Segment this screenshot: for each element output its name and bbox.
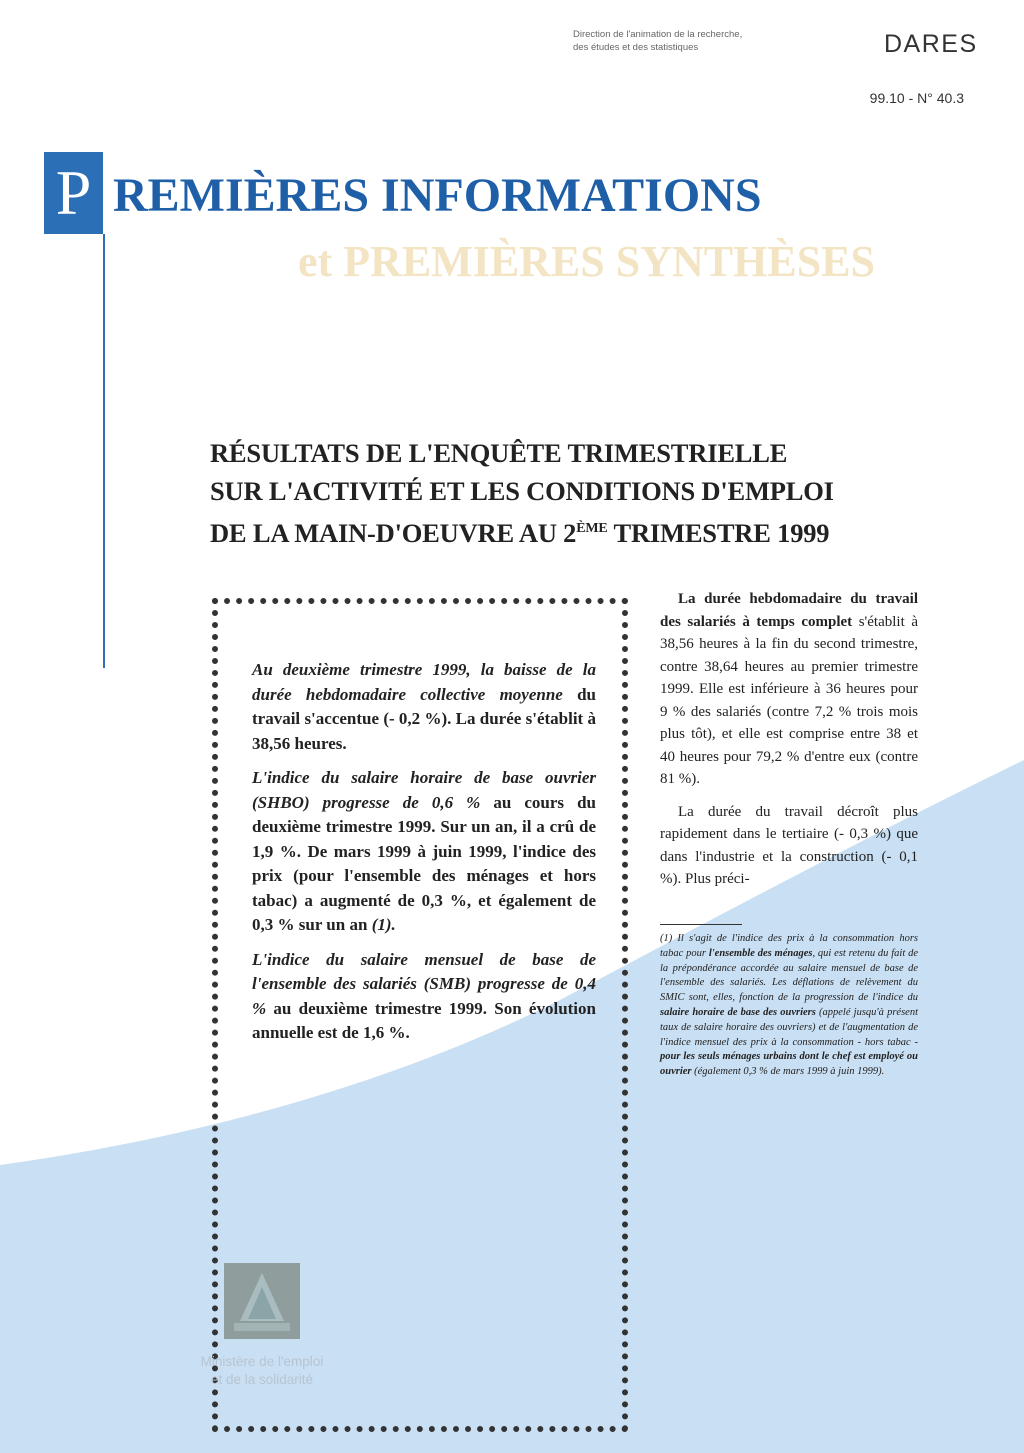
- summary-paragraph-2: [252, 766, 596, 938]
- footnote-part-g: (également 0,3 % de mars 1999 à juin 1999).: [691, 1066, 885, 1078]
- ministry-logo-icon: [224, 1263, 300, 1339]
- headline-line-3-start: DE LA MAIN-D'OEUVRE AU 2: [210, 517, 577, 548]
- footnote-part-a: (1) Il s'agit de l'indice des prix à la consommation hors tabac pour: [660, 933, 918, 959]
- body-paragraph-2: La durée du travail décroît plus rapidement dans le tertiaire (- 0,3 %) que dans l'industrie et la construction (- 0,1 %). Plus préci-: [660, 803, 918, 887]
- body-p1-text: s'établit à 38,56 heures à la fin du second trimestre, contre 38,64 heures au premier trimestre 1999. Elle est inférieure à 36 heures pour 9 % des salariés (contre 7,2 % trois mois plus tôt), et elle est comprise entre 38 et 40 heures pour 79,2 % d'entre eux (contre 81 %).: [660, 613, 918, 787]
- footnote-part-e: (appelé jusqu'à présent taux de salaire horaire des ouvriers) et de l'augmentation de l'indice mensuel des prix à la consommation - hors tabac -: [660, 1006, 918, 1048]
- summary-p2-text: au cours du deuxième trimestre 1999. Sur un an, il a crû de 1,9 %. De mars 1999 à juin 1999, l'indice des prix (pour l'ensemble des ménages et hors tabac) a augmenté de 0,3 %, et également de 0,3 % sur un an: [252, 792, 596, 934]
- summary-p3-emphasis: L'indice du salaire mensuel de base de l'ensemble des salariés (SMB) progresse de 0,4 %: [252, 949, 596, 1018]
- agency-line-1: Direction de l'animation de la recherche,: [573, 29, 743, 40]
- agency-name: [573, 28, 833, 54]
- ministry-name: [172, 1353, 352, 1389]
- summary-p1-text: du travail s'accentue (- 0,2 %). La durée s'établit à 38,56 heures.: [252, 684, 596, 753]
- masthead-rule: [103, 234, 105, 668]
- footnote-part-c: , qui est retenu du fait de la prépondérance accordée au salaire mensuel de base de l'ensemble des salariés. Les déflations de relèvement du SMIC sont, elles, fonction de la progression de l'indice du: [660, 947, 918, 1004]
- summary-p3-text: au deuxième trimestre 1999. Son évolution annuelle est de 1,6 %.: [252, 998, 596, 1042]
- footnote: [660, 932, 918, 1080]
- masthead-title: REMIÈRES INFORMATIONS: [113, 169, 762, 222]
- issue-number: 99.10 - N° 40.3: [869, 90, 964, 106]
- article-headline: [210, 434, 930, 552]
- body-column: [660, 588, 918, 901]
- headline-line-3-end: TRIMESTRE 1999: [607, 517, 830, 548]
- footnote-part-b: l'ensemble des ménages: [708, 947, 813, 959]
- footnote-part-d: salaire horaire de base des ouvriers: [660, 1006, 816, 1018]
- body-paragraph-1: [660, 588, 918, 791]
- headline-line-2: SUR L'ACTIVITÉ ET LES CONDITIONS D'EMPLOI: [210, 476, 834, 506]
- agency-line-2: des études et des statistiques: [573, 42, 699, 53]
- summary-p2-emphasis: L'indice du salaire horaire de base ouvrier (SHBO) progresse de 0,6 %: [252, 768, 596, 812]
- brand-logo: DARES: [884, 30, 978, 58]
- summary-p1-emphasis: Au deuxième trimestre 1999, la baisse de la durée hebdomadaire collective moyenne: [252, 660, 596, 704]
- headline-superscript: ÈME: [576, 521, 608, 536]
- headline-line-3: [210, 510, 930, 552]
- footnote-divider: [660, 924, 742, 925]
- masthead-initial: P: [55, 157, 92, 228]
- masthead-initial-box: [44, 152, 103, 234]
- body-p1-lead: La durée hebdomadaire du travail des salariés à temps complet: [660, 591, 918, 630]
- masthead-subtitle: et PREMIÈRES SYNTHÈSES: [298, 237, 876, 286]
- ministry-line-1: Ministère de l'emploi: [200, 1354, 324, 1369]
- footnote-part-f: pour les seuls ménages urbains dont le chef est employé ou ouvrier: [660, 1051, 918, 1078]
- headline-line-1: RÉSULTATS DE L'ENQUÊTE TRIMESTRIELLE: [210, 438, 788, 468]
- summary-text: [252, 658, 596, 1056]
- summary-paragraph-3: [252, 948, 596, 1046]
- summary-footnote-ref: (1).: [371, 915, 396, 934]
- ministry-line-2: et de la solidarité: [210, 1372, 314, 1387]
- summary-paragraph-1: [252, 658, 596, 756]
